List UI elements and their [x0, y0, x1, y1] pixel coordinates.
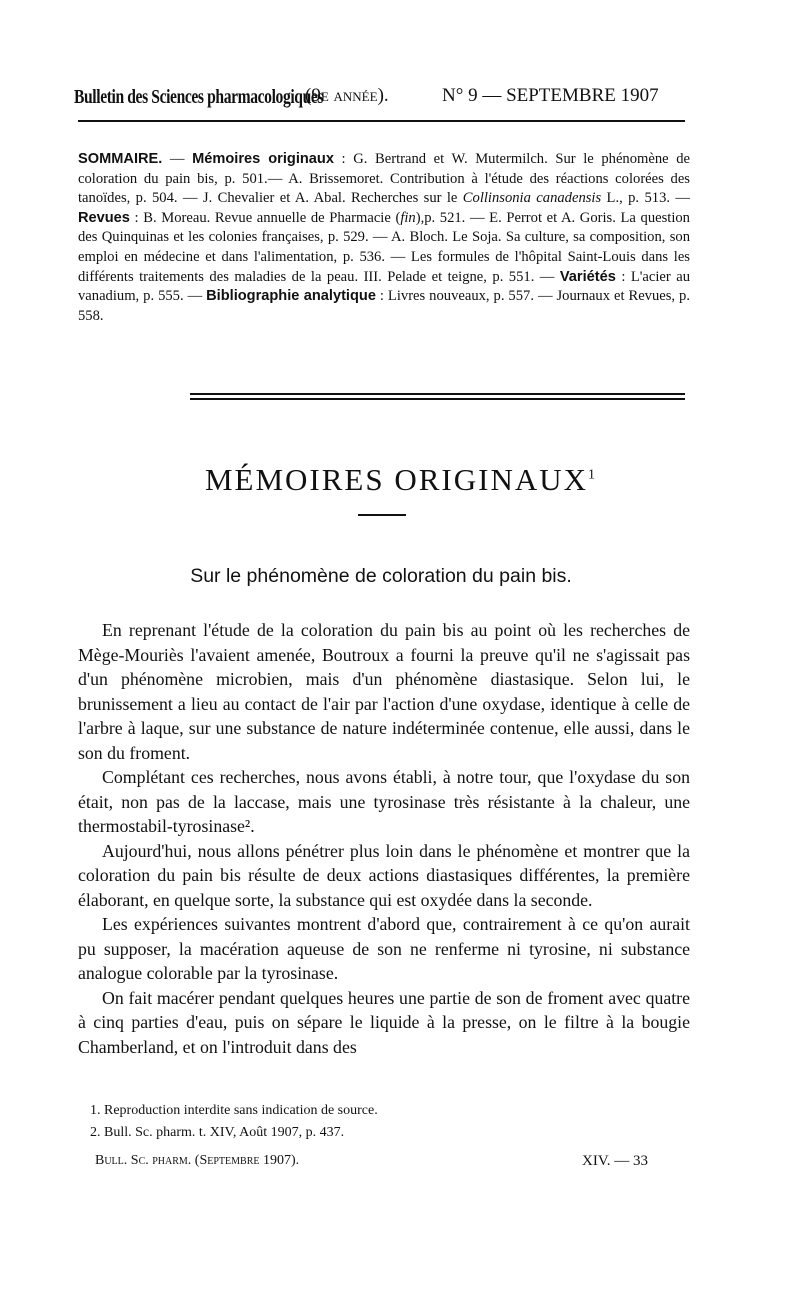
footer-citation: Bull. Sc. pharm. (Septembre 1907). [95, 1153, 300, 1168]
article-body [78, 618, 690, 1059]
memoires-label: Mémoires originaux [192, 151, 334, 167]
sommaire-part4: ),p. 521. — E. Perrot et A. Goris. La question des Quinquinas et les colonies françaises, p. 529. — A. Bloch. Le Soja. Sa culture, sa composition, son emploi en médecine et dans l'alimentation, p. 536. — Les formules de l'hôpital Saint-Louis dans les différents traitements des maladies de la peau. III. Pelade et teigne, p. 551. — [78, 209, 690, 285]
varietes-label: Variétés [559, 268, 616, 285]
footer-page: XIV. — 33 [582, 1153, 648, 1169]
article-title: Sur le phénomène de coloration du pain bis. [190, 565, 572, 587]
revues-label: Revues [78, 209, 130, 226]
issue-date: N° 9 — SEPTEMBRE 1907 [442, 85, 659, 106]
fin-word: fin [400, 209, 416, 226]
sommaire-label: SOMMAIRE. [78, 151, 163, 167]
sommaire-part2: L., p. 513. — [601, 190, 690, 207]
sommaire-dash: — [162, 151, 193, 167]
footnote-1: 1. Reproduction interdite sans indication de source. [90, 1103, 378, 1118]
sommaire-part3: : B. Moreau. Revue annuelle de Pharmacie ( [129, 209, 401, 226]
double-rule-top [190, 393, 685, 395]
journal-year: (9e année). [305, 85, 389, 106]
section-title-text: MÉMOIRES ORIGINAUX [204, 462, 589, 497]
sommaire-block [78, 150, 690, 326]
biblio-label: Bibliographie analytique [206, 288, 376, 305]
paragraph: On fait macérer pendant quelques heures une partie de son de froment avec quatre à cinq parties d'eau, puis on sépare le liquide à la presse, on le filtre à la bougie Chamberland, et on l'introduit dans des [78, 987, 690, 1057]
paragraph: En reprenant l'étude de la coloration du pain bis au point où les recherches de Mège-Mouriès l'avaient amenée, Boutroux a fourni la preuve qu'il ne s'agissait pas d'un phénomène microbien, mais d'un phénomène diastasique. Selon lui, le brunissement a lieu au contact de l'air par l'action d'une oxydase, identique à celle de l'arbre à laque, sur une substance de nature indéterminée contenue, elle aussi, dans le son du froment. [78, 620, 690, 763]
double-rule-bottom [190, 398, 685, 400]
section-rule [358, 514, 406, 516]
sommaire-part5: : L'acier au vanadium, p. 555. — [78, 268, 690, 305]
section-footnote-mark: 1 [588, 467, 596, 483]
paragraph: Les expériences suivantes montrent d'abord que, contrairement à ce qu'on aurait pu supposer, la macération aqueuse de son ne renferme ni tyrosine, ni substance analogue colorable par la tyrosinase. [78, 914, 690, 983]
paragraph: Aujourd'hui, nous allons pénétrer plus loin dans le phénomène et montrer que la coloration du pain bis résulte de deux actions diastasiques différentes, la première élaborant, en quelque sorte, la substance qui est oxydée dans la seconde. [78, 840, 690, 910]
paragraph: Complétant ces recherches, nous avons établi, à notre tour, que l'oxydase du son était, non pas de la laccase, mais une tyrosinase très résistante à la chaleur, une thermostabil-tyrosinase². [78, 767, 690, 836]
journal-title: Bulletin des Sciences pharmacologiques [74, 86, 324, 108]
section-title [0, 462, 800, 498]
sommaire-part6: : Livres nouveaux, p. 557. — Journaux et Revues, p. 558. [78, 288, 690, 324]
sommaire-part1: : G. Bertrand et W. Mutermilch. Sur le phénomène de coloration du pain bis, p. 501.— A. Brissemoret. Contribution à l'étude des réactions colorées des tanoïdes, p. 504. — J. Chevalier et A. Abal. Recherches sur le [78, 151, 691, 207]
collinsonia-name: Collinsonia canadensis [462, 190, 602, 207]
sommaire-text [78, 150, 690, 326]
header-rule [78, 120, 685, 122]
footnote-2: 2. Bull. Sc. pharm. t. XIV, Août 1907, p. 437. [90, 1125, 345, 1140]
